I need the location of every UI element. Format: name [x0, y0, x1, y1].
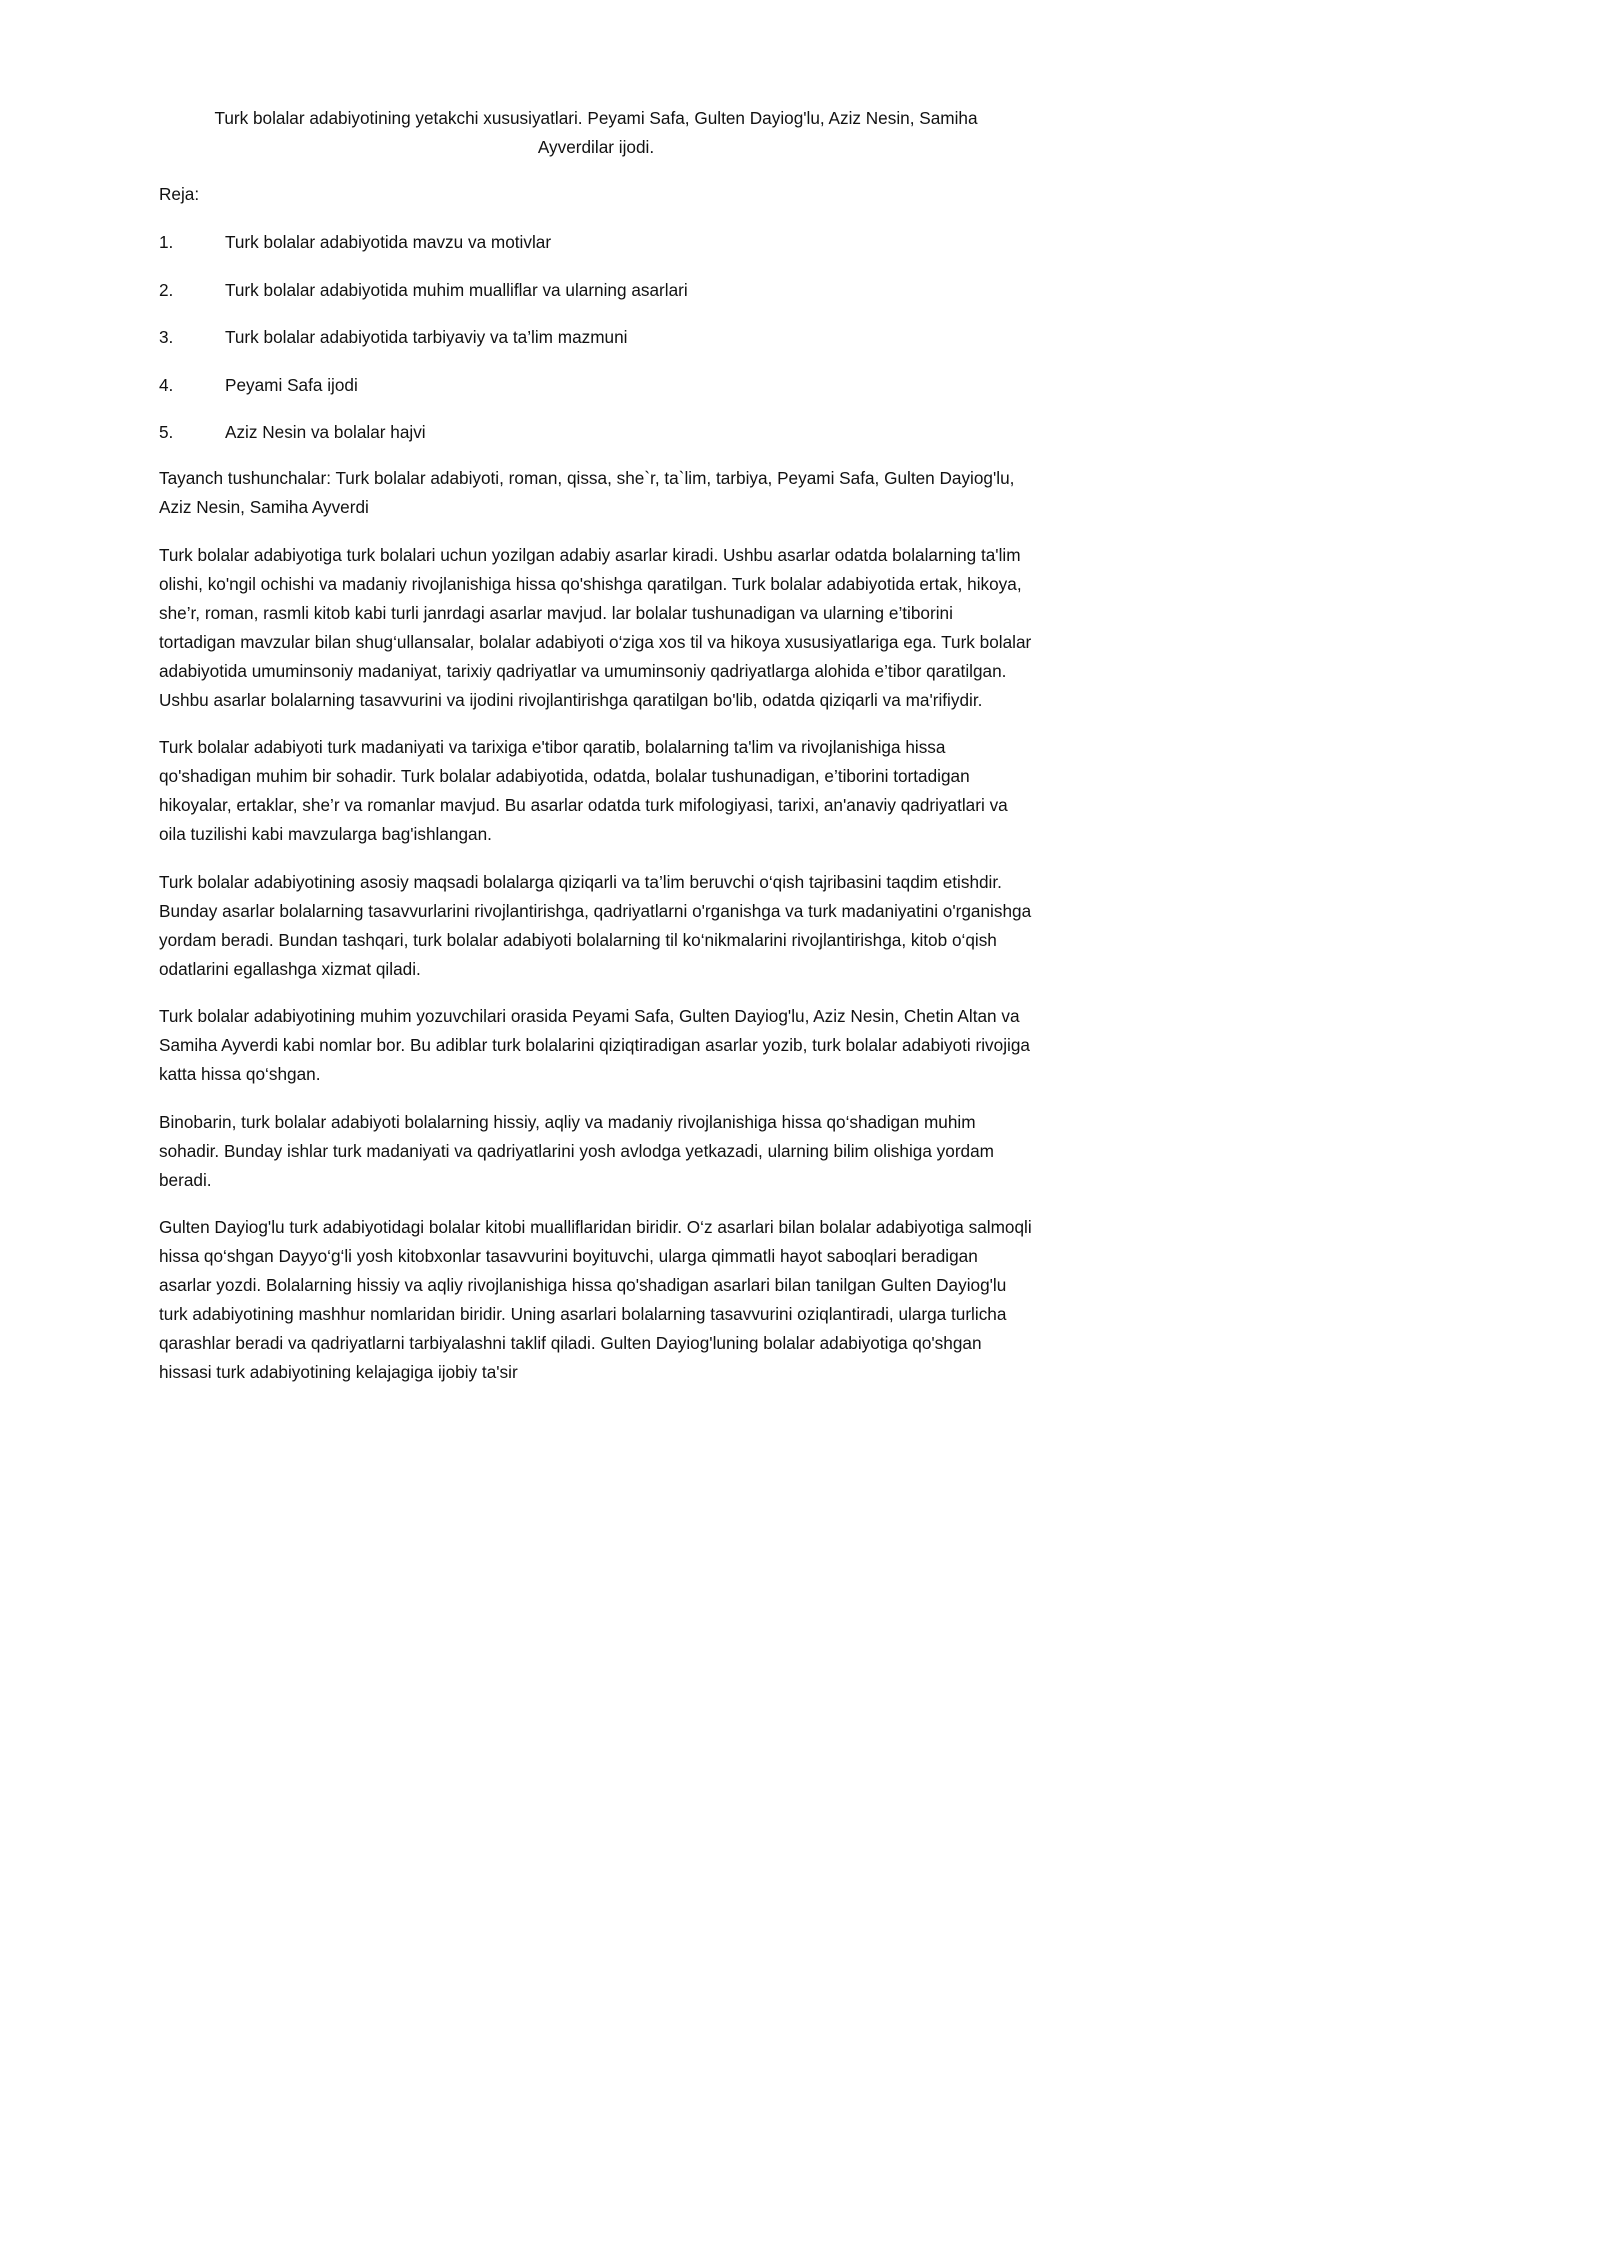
- plan-item-text: Turk bolalar adabiyotida tarbiyaviy va ta’lim mazmuni: [225, 327, 628, 347]
- plan-item-number: 4.: [159, 374, 174, 395]
- plan-item-number: 2.: [159, 279, 174, 300]
- plan-item-text: Aziz Nesin va bolalar hajvi: [225, 422, 426, 442]
- plan-item-number: 1.: [159, 232, 174, 252]
- document-body: [159, 464, 1033, 1406]
- body-paragraph: Gulten Dayiog'lu turk adabiyotidagi bolalar kitobi mualliflaridan biridir. O‘z asarlari bilan bolalar adabiyotiga salmoqli hissa qo‘shgan Dayyo‘g‘li yosh kitobxonlar tasavvurini boyituvchi, ularga qimmatli hayot saboqlari beradigan asarlar yozdi. Bolalarning hissiy va aqliy rivojlanishiga hissa qo'shadigan asarlari bilan tanilgan Gulten Dayiog'lu turk adabiyotining mashhur nomlaridan biridir. Uning asarlari bolalarning tasavvurini oziqlantiradi, ularga turlicha qarashlar beradi va qadriyatlarni tarbiyalashni taklif qiladi. Gulten Dayiog'luning bolalar adabiyotiga qo'shgan hissasi turk adabiyotining kelajagiga ijobiy ta'sir: [159, 1217, 1032, 1382]
- plan-item-text: Turk bolalar adabiyotida muhim mualliflar va ularning asarlari: [225, 279, 688, 300]
- body-paragraph: Binobarin, turk bolalar adabiyoti bolalarning hissiy, aqliy va madaniy rivojlanishiga hissa qo‘shadigan muhim sohadir. Bunday ishlar turk madaniyati va qadriyatlarini yosh avlodga yetkazadi, ularning bilim olishiga yordam beradi.: [159, 1111, 994, 1190]
- body-paragraph: Turk bolalar adabiyotiga turk bolalari uchun yozilgan adabiy asarlar kiradi. Ushbu asarlar odatda bolalarning ta'lim olishi, ko'ngil ochishi va madaniy rivojlanishiga hissa qo'shishga qaratilgan. Turk bolalar adabiyotida ertak, hikoya, she’r, roman, rasmli kitob kabi turli janrdagi asarlar mavjud. lar bolalar tushunadigan va ularning e’tiborini tortadigan mavzular bilan shug‘ullansalar, bolalar adabiyoti o‘ziga xos til va hikoya xususiyatlariga ega. Turk bolalar adabiyotida umuminsoniy madaniyat, tarixiy qadriyatlar va umuminsoniy qadriyatlarga alohida e’tibor qaratilgan. Ushbu asarlar bolalarning tasavvurini va ijodini rivojlantirishga qaratilgan bo'lib, odatda qiziqarli va ma'rifiydir.: [159, 544, 1032, 710]
- plan-heading: Reja:: [159, 184, 200, 204]
- plan-item-number: 3.: [159, 327, 174, 347]
- key-concepts-paragraph: Tayanch tushunchalar: Turk bolalar adabiyoti, roman, qissa, she`r, ta`lim, tarbiya, Peyami Safa, Gulten Dayiog'lu, Aziz Nesin, Samiha Ayverdi: [159, 468, 1015, 517]
- plan-item-number: 5.: [159, 422, 174, 442]
- document-page: [0, 0, 1100, 1556]
- plan-item-text: Turk bolalar adabiyotida mavzu va motivlar: [225, 232, 552, 252]
- body-paragraph: Turk bolalar adabiyoti turk madaniyati va tarixiga e'tibor qaratib, bolalarning ta'lim va rivojlanishiga hissa qo'shadigan muhim bir sohadir. Turk bolalar adabiyotida, odatda, bolalar tushunadigan, e’tiborini tortadigan hikoyalar, ertaklar, she’r va romanlar mavjud. Bu asarlar odatda turk mifologiyasi, tarixi, an'anaviy qadriyatlari va oila tuzilishi kabi mavzularga bag'ishlangan.: [159, 737, 1008, 844]
- body-paragraph: Turk bolalar adabiyotining asosiy maqsadi bolalarga qiziqarli va ta’lim beruvchi o‘qish tajribasini taqdim etishdir. Bunday asarlar bolalarning tasavvurlarini rivojlantirishga, qadriyatlarni o'rganishga va turk madaniyatini o'rganishga yordam beradi. Bundan tashqari, turk bolalar adabiyoti bolalarning til ko‘nikmalarini rivojlantirishga, kitob o‘qish odatlarini egallashga xizmat qiladi.: [159, 871, 1032, 979]
- plan-item-text: Peyami Safa ijodi: [225, 374, 358, 395]
- document-title: Turk bolalar adabiyotining yetakchi xususiyatlari. Peyami Safa, Gulten Dayiog'lu, Aziz Nesin, Samiha Ayverdilar ijodi.: [214, 108, 978, 157]
- body-paragraph: Turk bolalar adabiyotining muhim yozuvchilari orasida Peyami Safa, Gulten Dayiog'lu, Aziz Nesin, Chetin Altan va Samiha Ayverdi kabi nomlar bor. Bu adiblar turk bolalarini qiziqtiradigan asarlar yozib, turk bolalar adabiyoti rivojiga katta hissa qo‘shgan.: [159, 1006, 1030, 1084]
